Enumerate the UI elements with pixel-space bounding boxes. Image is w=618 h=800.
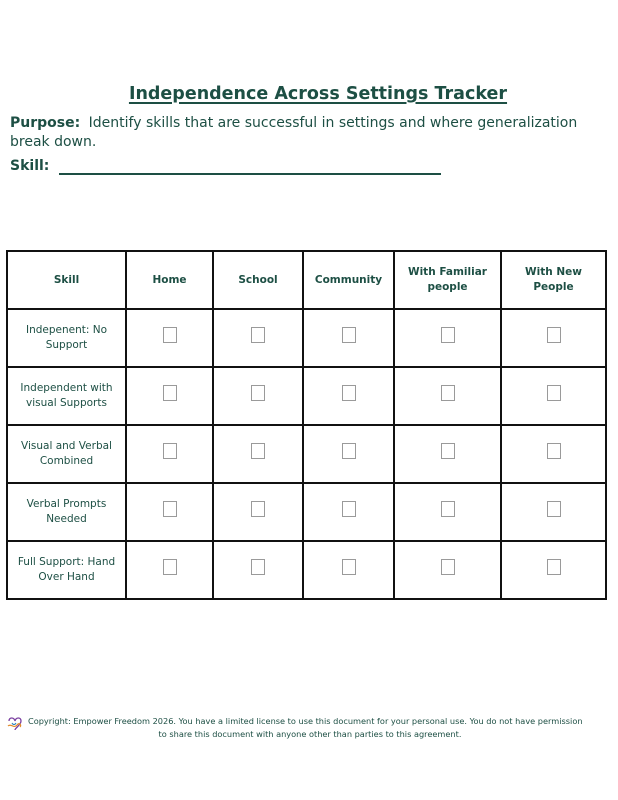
table-row: [7, 541, 606, 599]
copyright-line-2: to share this document with anyone other than parties to this agreement.: [158, 729, 462, 739]
checkbox-school[interactable]: [251, 327, 265, 343]
cell-familiar-people: [394, 425, 501, 483]
table-row: [7, 309, 606, 367]
checkbox-school[interactable]: [251, 501, 265, 517]
checkbox-home[interactable]: [163, 443, 177, 459]
table-row: [7, 425, 606, 483]
skill-level-label: Verbal Prompts Needed: [7, 483, 126, 541]
column-header-home: Home: [126, 251, 213, 309]
purpose-label: Purpose:: [10, 115, 81, 131]
purpose-statement: [10, 114, 610, 152]
cell-new-people: [501, 309, 606, 367]
checkbox-new-people[interactable]: [547, 559, 561, 575]
table-row: [7, 483, 606, 541]
cell-home: [126, 367, 213, 425]
cell-home: [126, 309, 213, 367]
skill-level-label: Full Support: Hand Over Hand: [7, 541, 126, 599]
checkbox-school[interactable]: [251, 559, 265, 575]
checkbox-community[interactable]: [342, 385, 356, 401]
cell-home: [126, 425, 213, 483]
checkbox-new-people[interactable]: [547, 385, 561, 401]
column-header-new-people: With New People: [501, 251, 606, 309]
checkbox-community[interactable]: [342, 327, 356, 343]
column-header-familiar-people: With Familiar people: [394, 251, 501, 309]
column-header-school: School: [213, 251, 303, 309]
checkbox-familiar-people[interactable]: [441, 501, 455, 517]
cell-community: [303, 541, 394, 599]
cell-new-people: [501, 483, 606, 541]
cell-school: [213, 425, 303, 483]
cell-new-people: [501, 367, 606, 425]
copyright-line-1: Copyright: Empower Freedom 2026. You have a limited license to use this document for your personal use. You do not have permission: [28, 716, 583, 726]
purpose-text: Identify skills that are successful in settings and where generalization break down.: [10, 115, 578, 150]
checkbox-home[interactable]: [163, 501, 177, 517]
table-header-row: [7, 251, 606, 309]
skill-input-line[interactable]: [59, 173, 441, 175]
checkbox-community[interactable]: [342, 559, 356, 575]
cell-home: [126, 483, 213, 541]
cell-home: [126, 541, 213, 599]
document-title: Independence Across Settings Tracker: [128, 84, 508, 104]
column-header-community: Community: [303, 251, 394, 309]
checkbox-home[interactable]: [163, 385, 177, 401]
checkbox-familiar-people[interactable]: [441, 327, 455, 343]
skill-level-label: Independent with visual Supports: [7, 367, 126, 425]
checkbox-familiar-people[interactable]: [441, 443, 455, 459]
cell-school: [213, 541, 303, 599]
skill-level-label: Indepenent: No Support: [7, 309, 126, 367]
cell-school: [213, 309, 303, 367]
checkbox-new-people[interactable]: [547, 501, 561, 517]
checkbox-home[interactable]: [163, 559, 177, 575]
cell-new-people: [501, 425, 606, 483]
cell-community: [303, 309, 394, 367]
checkbox-community[interactable]: [342, 443, 356, 459]
checkbox-community[interactable]: [342, 501, 356, 517]
checkbox-familiar-people[interactable]: [441, 385, 455, 401]
checkbox-school[interactable]: [251, 443, 265, 459]
tracker-table: [6, 250, 607, 600]
table-row: [7, 367, 606, 425]
cell-school: [213, 483, 303, 541]
checkbox-familiar-people[interactable]: [441, 559, 455, 575]
cell-school: [213, 367, 303, 425]
column-header-skill: Skill: [7, 251, 126, 309]
checkbox-school[interactable]: [251, 385, 265, 401]
checkbox-new-people[interactable]: [547, 327, 561, 343]
skill-level-label: Visual and Verbal Combined: [7, 425, 126, 483]
cell-familiar-people: [394, 309, 501, 367]
cell-familiar-people: [394, 367, 501, 425]
cell-familiar-people: [394, 541, 501, 599]
skill-label: Skill:: [10, 158, 50, 174]
cell-community: [303, 367, 394, 425]
checkbox-new-people[interactable]: [547, 443, 561, 459]
cell-community: [303, 483, 394, 541]
cell-community: [303, 425, 394, 483]
cell-new-people: [501, 541, 606, 599]
checkbox-home[interactable]: [163, 327, 177, 343]
cell-familiar-people: [394, 483, 501, 541]
